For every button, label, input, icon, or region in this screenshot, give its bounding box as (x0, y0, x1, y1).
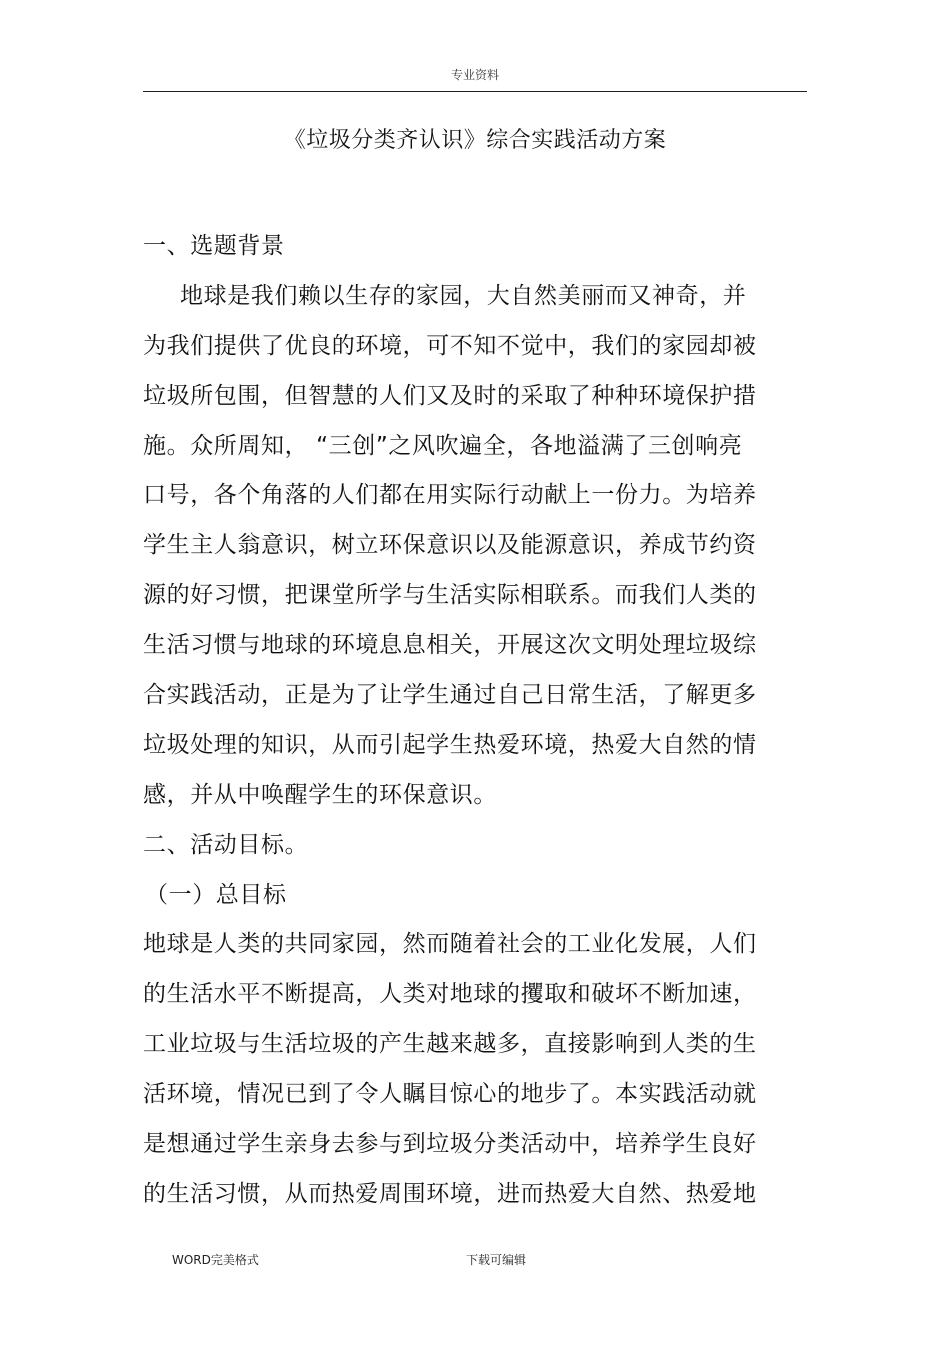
page-header-label: 专业资料 (450, 68, 499, 82)
paragraph-line: 口号，各个角落的人们都在用实际行动献上一份力。为培养 (143, 482, 757, 509)
paragraph-line: 垃圾处理的知识，从而引起学生热爱环境，热爱大自然的情 (143, 731, 757, 758)
paragraph-line: 感，并从中唤醒学生的环保意识。 (143, 781, 497, 808)
paragraph-line: 学生主人翁意识，树立环保意识以及能源意识，养成节约资 (143, 532, 757, 559)
paragraph-line: 工业垃圾与生活垃圾的产生越来越多，直接影响到人类的生 (143, 1031, 757, 1058)
paragraph-line: 是想通过学生亲身去参与到垃圾分类活动中，培养学生良好 (143, 1131, 757, 1158)
document-body (143, 222, 783, 1220)
paragraph-line: 源的好习惯，把课堂所学与生活实际相联系。而我们人类的 (143, 582, 757, 609)
header-divider (143, 91, 807, 92)
paragraph-line: 生活习惯与地球的环境息息相关，开展这次文明处理垃圾综 (143, 632, 757, 659)
footer-right-label: 下载可编辑 (466, 1253, 527, 1267)
paragraph-line: 地球是人类的共同家园，然而随着社会的工业化发展，人们 (143, 931, 757, 958)
paragraph-line: 施。众所周知， “三创”之风吹遍全，各地溢满了三创响亮 (143, 432, 743, 459)
subsection-heading-overall-goal: （一）总目标 (145, 881, 287, 908)
section-heading-goals: 二、活动目标。 (143, 831, 309, 858)
paragraph-line: 的生活水平不断提高，人类对地球的攫取和破坏不断加速， (143, 981, 757, 1008)
section-heading-background: 一、选题背景 (143, 233, 285, 259)
footer-left-label: WORD完美格式 (172, 1253, 259, 1267)
paragraph-line: 的生活习惯，从而热爱周围环境，进而热爱大自然、热爱地 (143, 1180, 757, 1207)
paragraph-line: 活环境，情况已到了令人瞩目惊心的地步了。本实践活动就 (143, 1081, 757, 1108)
paragraph-line: 垃圾所包围，但智慧的人们又及时的采取了种种环境保护措 (143, 382, 757, 409)
document-title: 《垃圾分类齐认识》综合实践活动方案 (283, 128, 667, 153)
paragraph-line: 地球是我们赖以生存的家园，大自然美丽而又神奇，并 (180, 282, 747, 309)
paragraph-line: 为我们提供了优良的环境，可不知不觉中，我们的家园却被 (143, 332, 757, 359)
paragraph-line: 合实践活动，正是为了让学生通过自己日常生活，了解更多 (143, 682, 757, 709)
